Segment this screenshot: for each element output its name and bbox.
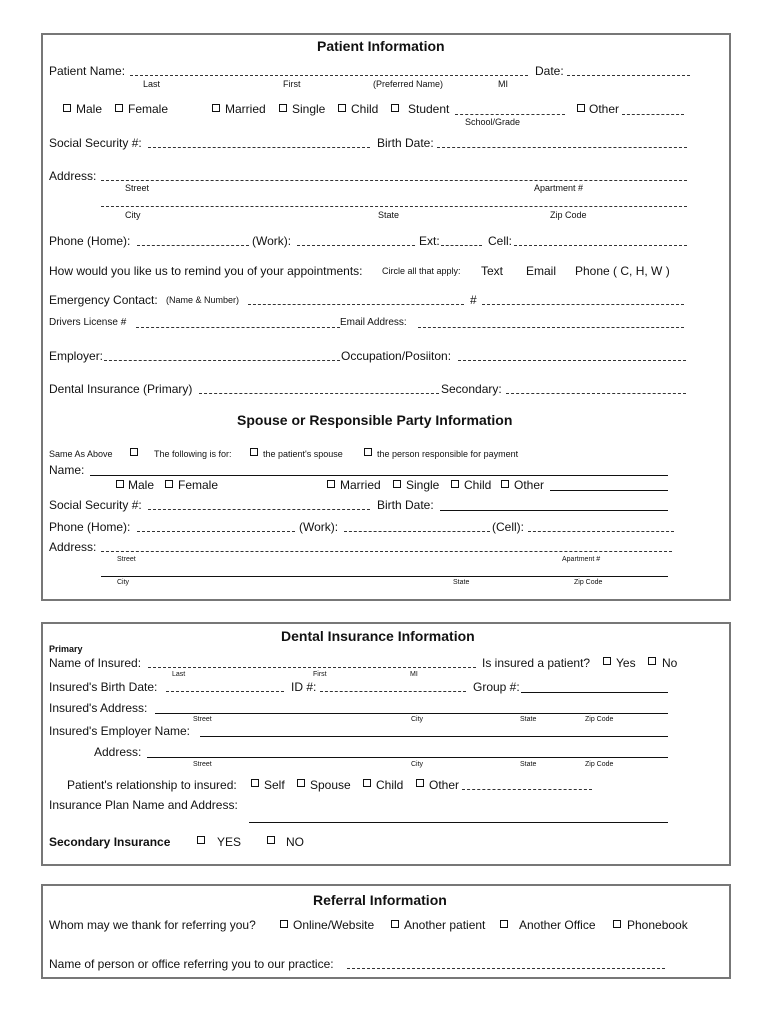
secondary-insurance-field[interactable]: [506, 393, 686, 394]
insured-employer-name-label: Insured's Employer Name:: [49, 724, 191, 738]
spouse-birth-date-field[interactable]: [440, 510, 668, 511]
insured-patient-no-label: No: [662, 656, 678, 670]
child-checkbox[interactable]: [338, 104, 346, 112]
emergency-number-field[interactable]: [482, 304, 684, 305]
patients-spouse-label: the patient's spouse: [263, 449, 343, 459]
occupation-field[interactable]: [458, 360, 686, 361]
referral-question: Whom may we thank for referring you?: [49, 918, 256, 932]
insured-mi-sublabel: MI: [410, 671, 418, 678]
employer-address-field[interactable]: [147, 757, 668, 758]
spouse-phone-home-label: Phone (Home):: [49, 520, 131, 534]
person-responsible-label: the person responsible for payment: [377, 449, 519, 459]
spouse-other-label: Other: [514, 478, 545, 492]
spouse-male-checkbox[interactable]: [116, 480, 124, 488]
spouse-female-checkbox[interactable]: [165, 480, 173, 488]
date-field[interactable]: [567, 75, 690, 76]
spouse-male-label: Male: [128, 478, 155, 492]
remind-text-option[interactable]: Text: [481, 264, 504, 278]
city-sublabel: City: [125, 210, 141, 220]
spouse-name-label: Name:: [49, 463, 85, 477]
zip-sublabel: Zip Code: [550, 210, 587, 220]
cell-label: Cell:: [488, 234, 513, 248]
phone-home-field[interactable]: [137, 245, 249, 246]
spouse-other-checkbox[interactable]: [501, 480, 509, 488]
secondary-no-label: NO: [286, 835, 304, 849]
emergency-contact-field[interactable]: [248, 304, 464, 305]
patients-spouse-checkbox[interactable]: [250, 448, 258, 456]
spouse-zip-sublabel: Zip Code: [574, 579, 603, 586]
female-checkbox[interactable]: [115, 104, 123, 112]
online-website-label: Online/Website: [293, 918, 375, 932]
preferred-name-sublabel: (Preferred Name): [373, 79, 444, 89]
referral-name-label: Name of person or office referring you to our practice:: [49, 957, 334, 971]
plan-name-field[interactable]: [249, 822, 668, 823]
insured-group-label: Group #:: [473, 680, 520, 694]
spouse-married-label: Married: [340, 478, 381, 492]
other-label: Other: [589, 102, 620, 116]
insured-last-sublabel: Last: [172, 671, 186, 678]
patient-section-title: Patient Information: [317, 38, 445, 54]
ext-label: Ext:: [419, 234, 440, 248]
relationship-other-field[interactable]: [462, 789, 592, 790]
birth-date-field[interactable]: [437, 147, 687, 148]
ssn-label: Social Security #:: [49, 136, 142, 150]
drivers-license-field[interactable]: [136, 327, 340, 328]
name-insured-field[interactable]: [148, 667, 476, 668]
male-checkbox[interactable]: [63, 104, 71, 112]
insured-patient-yes-checkbox[interactable]: [603, 657, 611, 665]
spouse-female-label: Female: [178, 478, 219, 492]
phonebook-checkbox[interactable]: [613, 920, 621, 928]
spouse-child-checkbox[interactable]: [451, 480, 459, 488]
spouse-other-field[interactable]: [550, 490, 668, 491]
child-label: Child: [351, 102, 379, 116]
insured-id-field[interactable]: [320, 691, 466, 692]
email-address-field[interactable]: [418, 327, 684, 328]
spouse-state-sublabel: State: [453, 579, 470, 586]
work-label: (Work):: [252, 234, 292, 248]
insured-id-label: ID #:: [291, 680, 317, 694]
employer-city-sublabel: City: [411, 761, 424, 768]
another-patient-label: Another patient: [404, 918, 486, 932]
employer-label: Employer:: [49, 349, 104, 363]
married-checkbox[interactable]: [212, 104, 220, 112]
spouse-work-field[interactable]: [344, 531, 490, 532]
name-insured-label: Name of Insured:: [49, 656, 142, 670]
spouse-child-label: Child: [464, 478, 492, 492]
state-sublabel: State: [378, 210, 400, 220]
online-website-checkbox[interactable]: [280, 920, 288, 928]
relationship-self-checkbox[interactable]: [251, 779, 259, 787]
secondary-yes-label: YES: [217, 835, 242, 849]
spouse-section-title: Spouse or Responsible Party Information: [237, 412, 513, 428]
insured-city-sublabel: City: [411, 716, 424, 723]
insured-birth-date-label: Insured's Birth Date:: [49, 680, 158, 694]
another-office-checkbox[interactable]: [500, 920, 508, 928]
insured-address-field[interactable]: [155, 713, 668, 714]
other-field[interactable]: [622, 114, 684, 115]
insured-zip-sublabel: Zip Code: [585, 716, 614, 723]
relationship-spouse-label: Spouse: [310, 778, 351, 792]
is-insured-patient-label: Is insured a patient?: [482, 656, 591, 670]
insured-state-sublabel: State: [520, 716, 537, 723]
emergency-number-label: #: [470, 293, 477, 307]
relationship-self-label: Self: [264, 778, 285, 792]
primary-label: Primary: [49, 644, 83, 654]
single-label: Single: [292, 102, 326, 116]
spouse-ssn-label: Social Security #:: [49, 498, 142, 512]
email-address-label: Email Address:: [340, 317, 407, 328]
secondary-insurance-label: Secondary:: [441, 382, 502, 396]
insured-patient-no-checkbox[interactable]: [648, 657, 656, 665]
secondary-no-checkbox[interactable]: [267, 836, 275, 844]
relationship-child-label: Child: [376, 778, 404, 792]
insured-birth-date-field[interactable]: [166, 691, 284, 692]
employer-address-label: Address:: [94, 745, 142, 759]
spouse-street-field[interactable]: [101, 551, 672, 552]
referral-section-title: Referral Information: [313, 892, 447, 908]
circle-all-note: Circle all that apply:: [382, 266, 461, 276]
spouse-city-sublabel: City: [117, 579, 130, 586]
spouse-city-state-zip-field[interactable]: [101, 576, 668, 577]
apartment-sublabel: Apartment #: [534, 183, 584, 193]
spouse-single-label: Single: [406, 478, 440, 492]
spouse-cell-label: (Cell):: [492, 520, 524, 534]
employer-street-sublabel: Street: [193, 761, 212, 768]
date-label: Date:: [535, 64, 564, 78]
referral-name-field[interactable]: [347, 968, 665, 969]
patient-name-field[interactable]: [130, 75, 528, 76]
single-checkbox[interactable]: [279, 104, 287, 112]
spouse-single-checkbox[interactable]: [393, 480, 401, 488]
patient-name-label: Patient Name:: [49, 64, 126, 78]
last-name-sublabel: Last: [143, 79, 161, 89]
relationship-label: Patient's relationship to insured:: [67, 778, 237, 792]
street-address-field[interactable]: [101, 180, 687, 181]
another-office-label: Another Office: [519, 918, 596, 932]
relationship-other-checkbox[interactable]: [416, 779, 424, 787]
spouse-street-sublabel: Street: [117, 556, 136, 563]
remind-question: How would you like us to remind you of your appointments:: [49, 264, 363, 278]
spouse-work-label: (Work):: [299, 520, 339, 534]
phone-home-label: Phone (Home):: [49, 234, 131, 248]
address-label: Address:: [49, 169, 97, 183]
name-number-note: (Name & Number): [166, 295, 240, 305]
school-grade-field[interactable]: [455, 114, 565, 115]
first-name-sublabel: First: [283, 79, 301, 89]
same-as-above-label: Same As Above: [49, 449, 113, 459]
relationship-child-checkbox[interactable]: [363, 779, 371, 787]
street-sublabel: Street: [125, 183, 150, 193]
employer-zip-sublabel: Zip Code: [585, 761, 614, 768]
remind-email-option[interactable]: Email: [526, 264, 557, 278]
spouse-birth-date-label: Birth Date:: [377, 498, 434, 512]
spouse-phone-home-field[interactable]: [137, 531, 295, 532]
work-phone-field[interactable]: [297, 245, 415, 246]
employer-field[interactable]: [104, 360, 340, 361]
birth-date-label: Birth Date:: [377, 136, 434, 150]
insured-employer-name-field[interactable]: [200, 736, 668, 737]
insured-address-label: Insured's Address:: [49, 701, 148, 715]
spouse-apartment-sublabel: Apartment #: [562, 556, 601, 563]
cell-field[interactable]: [514, 245, 687, 246]
relationship-other-label: Other: [429, 778, 460, 792]
male-label: Male: [76, 102, 103, 116]
spouse-married-checkbox[interactable]: [327, 480, 335, 488]
following-for-label: The following is for:: [154, 449, 232, 459]
student-label: Student: [408, 102, 450, 116]
relationship-spouse-checkbox[interactable]: [297, 779, 305, 787]
female-label: Female: [128, 102, 169, 116]
insured-first-sublabel: First: [313, 671, 327, 678]
employer-state-sublabel: State: [520, 761, 537, 768]
drivers-license-label: Drivers License #: [49, 317, 127, 328]
ssn-field[interactable]: [148, 147, 370, 148]
plan-name-label: Insurance Plan Name and Address:: [49, 798, 238, 812]
occupation-label: Occupation/Posiiton:: [341, 349, 452, 363]
remind-phone-option[interactable]: Phone ( C, H, W ): [575, 264, 670, 278]
emergency-contact-label: Emergency Contact:: [49, 293, 158, 307]
spouse-cell-field[interactable]: [528, 531, 674, 532]
insured-patient-yes-label: Yes: [616, 656, 636, 670]
insured-group-field[interactable]: [521, 692, 668, 693]
school-grade-sublabel: School/Grade: [465, 117, 521, 127]
dental-section-title: Dental Insurance Information: [281, 628, 475, 644]
married-label: Married: [225, 102, 266, 116]
another-patient-checkbox[interactable]: [391, 920, 399, 928]
spouse-ssn-field[interactable]: [148, 509, 370, 510]
other-checkbox[interactable]: [577, 104, 585, 112]
spouse-name-field[interactable]: [90, 475, 668, 476]
dental-insurance-primary-field[interactable]: [199, 393, 439, 394]
dental-insurance-primary-label: Dental Insurance (Primary): [49, 382, 193, 396]
secondary-insurance-heading: Secondary Insurance: [49, 835, 171, 849]
mi-sublabel: MI: [498, 79, 508, 89]
same-as-above-checkbox[interactable]: [130, 448, 138, 456]
insured-street-sublabel: Street: [193, 716, 212, 723]
person-responsible-checkbox[interactable]: [364, 448, 372, 456]
secondary-yes-checkbox[interactable]: [197, 836, 205, 844]
city-state-zip-field[interactable]: [101, 206, 687, 207]
phonebook-label: Phonebook: [627, 918, 688, 932]
ext-field[interactable]: [441, 245, 482, 246]
student-checkbox[interactable]: [391, 104, 399, 112]
spouse-address-label: Address:: [49, 540, 97, 554]
